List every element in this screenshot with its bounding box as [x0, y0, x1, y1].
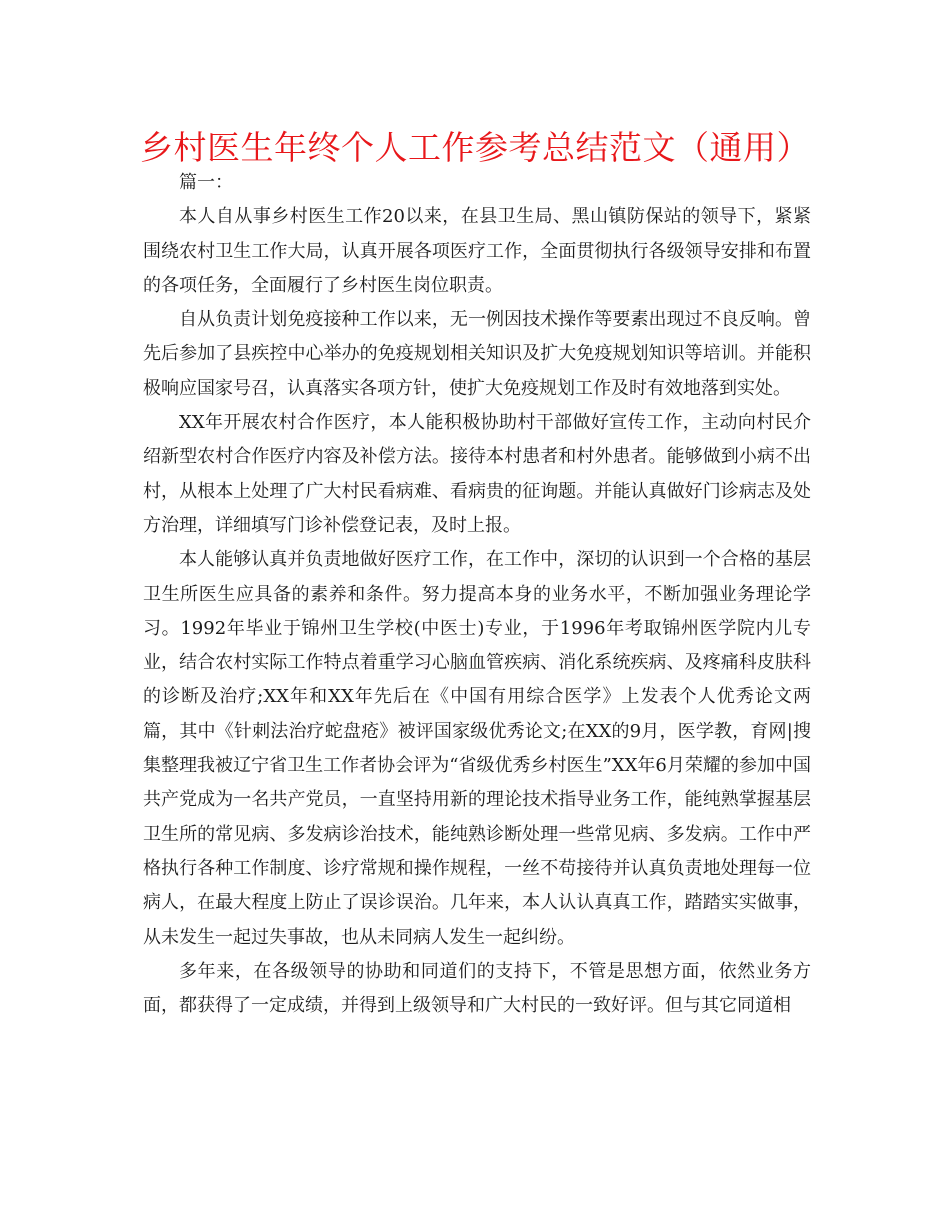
document-title: 乡村医生年终个人工作参考总结范文（通用） — [140, 128, 810, 167]
document-body — [143, 166, 811, 1023]
paragraph-4: 本人能够认真并负责地做好医疗工作，在工作中，深切的认识到一个合格的基层卫生所医生应具备的素养和条件。努力提高本身的业务水平，不断加强业务理论学习。1992年毕业于锦州卫生学校(中医士)专业，于1996年考取锦州医学院内儿专业，结合农村实际工作特点着重学习心脑血管疾病、消化系统疾病、及疼痛科皮肤科的诊断及治疗;XX年和XX年先后在《中国有用综合医学》上发表个人优秀论文两篇，其中《针刺法治疗蛇盘疮》被评国家级优秀论文;在XX的9月，医学教，育网|搜集整理我被辽宁省卫生工作者协会评为“省级优秀乡村医生”XX年6月荣耀的参加中国共产党成为一名共产党员，一直坚持用新的理论技术指导业务工作，能纯熟掌握基层卫生所的常见病、多发病诊治技术，能纯熟诊断处理一些常见病、多发病。工作中严格执行各种工作制度、诊疗常规和操作规程，一丝不苟接待并认真负责地处理每一位病人，在最大程度上防止了误诊误治。几年来，本人认认真真工作，踏踏实实做事，从未发生一起过失事故，也从未同病人发生一起纠纷。 — [143, 549, 811, 948]
paragraph-5: 多年来，在各级领导的协助和同道们的支持下，不管是思想方面，依然业务方面，都获得了一定成绩，并得到上级领导和广大村民的一致好评。但与其它同道相 — [143, 960, 811, 1017]
paragraph-1: 本人自从事乡村医生工作20以来，在县卫生局、黑山镇防保站的领导下，紧紧围绕农村卫生工作大局，认真开展各项医疗工作，全面贯彻执行各级领导安排和布置的各项任务，全面履行了乡村医生岗位职责。 — [143, 206, 811, 296]
paragraph-2: 自从负责计划免疫接种工作以来，无一例因技术操作等要素出现过不良反响。曾先后参加了县疾控中心举办的免疫规划相关知识及扩大免疫规划知识等培训。并能积极响应国家号召，认真落实各项方针，使扩大免疫规划工作及时有效地落到实处。 — [143, 309, 811, 399]
paragraph-3: XX年开展农村合作医疗，本人能积极协助村干部做好宣传工作，主动向村民介绍新型农村合作医疗内容及补偿方法。接待本村患者和村外患者。能够做到小病不出村，从根本上处理了广大村民看病难、看病贵的征询题。并能认真做好门诊病志及处方治理，详细填写门诊补偿登记表，及时上报。 — [143, 412, 811, 536]
section-label: 篇一： — [179, 172, 233, 193]
